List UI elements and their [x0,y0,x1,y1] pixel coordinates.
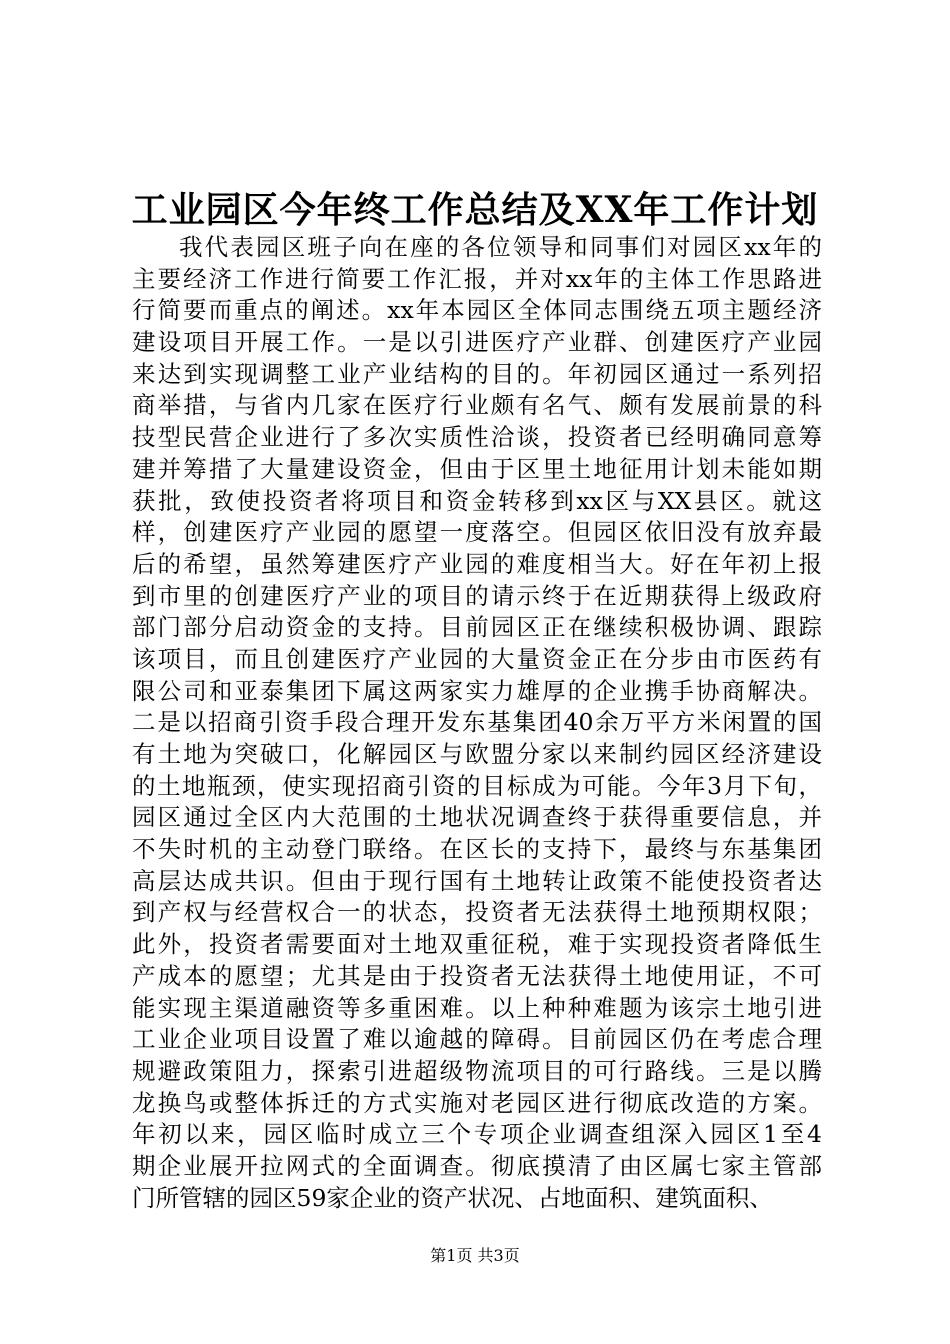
body-line: 到市里的创建医疗产业的项目的请示终于在近期获得上级政府 [132,581,822,610]
body-line: 该项目，而且创建医疗产业园的大量资金正在分步由市医药有 [132,644,822,673]
body-line: 龙换鸟或整体拆迁的方式实施对老园区进行彻底改造的方案。 [132,1088,822,1117]
body-line: 建并筹措了大量建设资金，但由于区里土地征用计划未能如期 [132,454,822,483]
page-footer: 第1页 共3页 [430,1246,520,1265]
body-line: 高层达成共识。但由于现行国有土地转让政策不能使投资者达 [132,866,822,895]
body-line: 二是以招商引资手段合理开发东基集团40余万平方米闲置的国 [132,708,822,737]
body-line: 行简要而重点的阐述。xx年本园区全体同志围绕五项主题经济 [132,296,822,325]
body-line: 建设项目开展工作。一是以引进医疗产业群、创建医疗产业园 [132,328,822,357]
body-line: 不失时机的主动登门联络。在区长的支持下，最终与东基集团 [132,835,822,864]
body-line: 门所管辖的园区59家企业的资产状况、占地面积、建筑面积、 [132,1183,773,1212]
body-line: 限公司和亚泰集团下属这两家实力雄厚的企业携手协商解决。 [132,676,822,705]
body-line: 工业企业项目设置了难以逾越的障碍。目前园区仍在考虑合理 [132,1025,822,1054]
body-line: 能实现主渠道融资等多重困难。以上种种难题为该宗土地引进 [132,993,822,1022]
document-body [132,232,822,1214]
body-line: 技型民营企业进行了多次实质性洽谈，投资者已经明确同意筹 [132,423,822,452]
body-line: 后的希望，虽然筹建医疗产业园的难度相当大。好在年初上报 [132,549,822,578]
body-line: 年初以来，园区临时成立三个专项企业调查组深入园区1至4 [132,1120,822,1149]
body-line: 有土地为突破口，化解园区与欧盟分家以来制约园区经济建设 [132,740,822,768]
body-line: 我代表园区班子向在座的各位领导和同事们对园区xx年的 [179,233,822,261]
body-line: 的土地瓶颈，使实现招商引资的目标成为可能。今年3月下旬， [132,771,822,800]
body-line: 样，创建医疗产业园的愿望一度落空。但园区依旧没有放弃最 [132,518,822,547]
document-title: 工业园区今年终工作总结及XX年工作计划 [131,189,819,231]
body-line: 产成本的愿望；尤其是由于投资者无法获得土地使用证，不可 [132,961,822,990]
body-line: 部门部分启动资金的支持。目前园区正在继续积极协调、跟踪 [132,613,822,642]
body-line: 期企业展开拉网式的全面调查。彻底摸清了由区属七家主管部 [132,1151,822,1180]
body-line: 此外，投资者需要面对土地双重征税，难于实现投资者降低生 [132,930,822,959]
body-line: 园区通过全区内大范围的土地状况调查终于获得重要信息，并 [132,803,822,832]
body-line: 商举措，与省内几家在医疗行业颇有名气、颇有发展前景的科 [132,391,822,420]
body-line: 主要经济工作进行简要工作汇报，并对xx年的主体工作思路进 [132,264,822,293]
body-line: 获批，致使投资者将项目和资金转移到xx区与XX县区。就这 [132,486,822,515]
body-line: 来达到实现调整工业产业结构的目的。年初园区通过一系列招 [132,359,822,388]
body-line: 规避政策阻力，探索引进超级物流项目的可行路线。三是以腾 [132,1056,822,1085]
body-line: 到产权与经营权合一的状态，投资者无法获得土地预期权限； [132,898,822,927]
